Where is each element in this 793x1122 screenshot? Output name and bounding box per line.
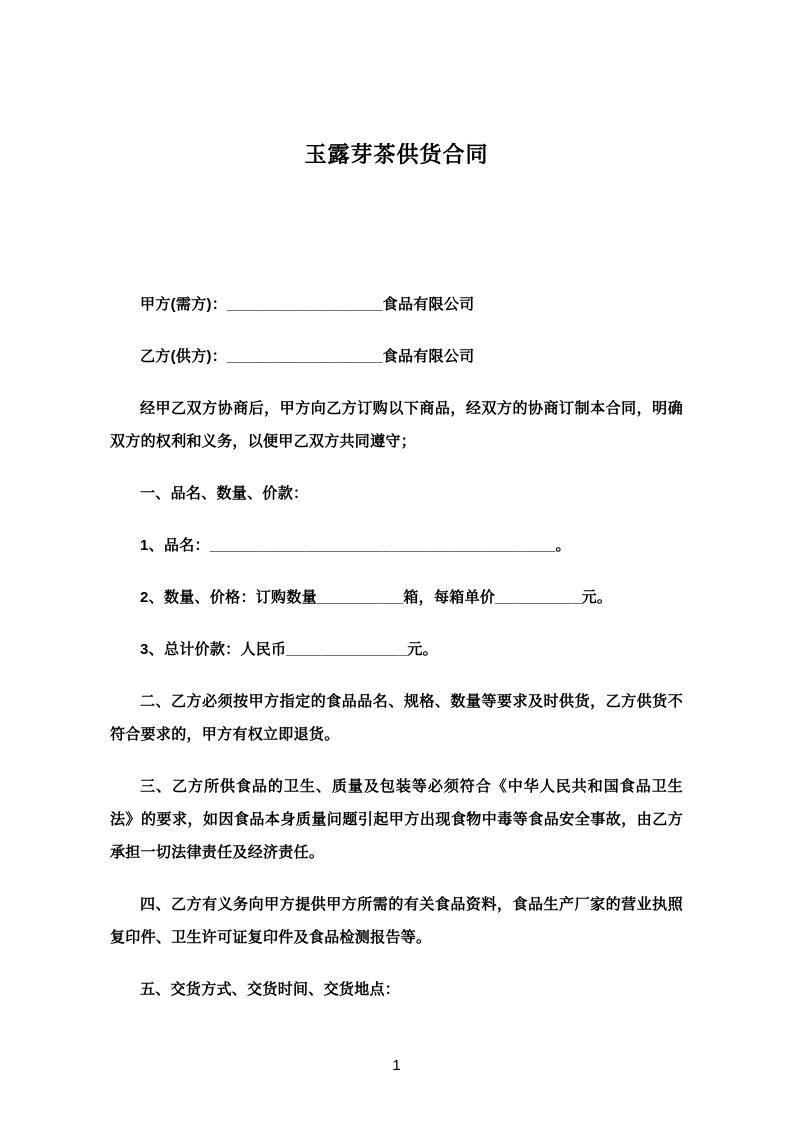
paragraph-item-3-total-price: 3、总计价款：人民币______________元。 <box>140 641 438 658</box>
paragraph-section-4: 四、乙方有义务向甲方提供甲方所需的有关食品资料，食品生产厂家的营业执照复印件、卫生许可证复印件及食品检测报告等。 <box>110 896 683 946</box>
paragraph-section-1-heading: 一、品名、数量、价款： <box>140 485 309 502</box>
paragraph-item-2-quantity-price: 2、数量、价格：订购数量__________箱，每箱单价__________元。 <box>140 589 613 606</box>
paragraph-section-5-heading: 五、交货方式、交货时间、交货地点： <box>140 981 401 998</box>
paragraph-item-1-name: 1、品名：________________________________________。 <box>140 537 571 554</box>
page-number: 1 <box>392 1057 401 1074</box>
paragraph-section-3: 三、乙方所供食品的卫生、质量及包装等必须符合《中华人民共和国食品卫生法》的要求，如因食品本身质量问题引起甲方出现食物中毒等食品安全事故，由乙方承担一切法律责任及经济责任。 <box>110 778 683 861</box>
paragraph-party-b: 乙方(供方)：__________________食品有限公司 <box>140 348 475 365</box>
paragraph-party-a: 甲方(需方)：__________________食品有限公司 <box>140 296 475 313</box>
paragraph-section-2: 二、乙方必须按甲方指定的食品品名、规格、数量等要求及时供货，乙方供货不符合要求的，甲方有权立即退货。 <box>110 693 683 743</box>
document-body <box>110 288 683 1006</box>
document-title: 玉露芽茶供货合同 <box>304 142 489 167</box>
paragraph-intro: 经甲乙双方协商后，甲方向乙方订购以下商品，经双方的协商订制本合同，明确双方的权利和义务，以便甲乙双方共同遵守； <box>110 400 683 450</box>
